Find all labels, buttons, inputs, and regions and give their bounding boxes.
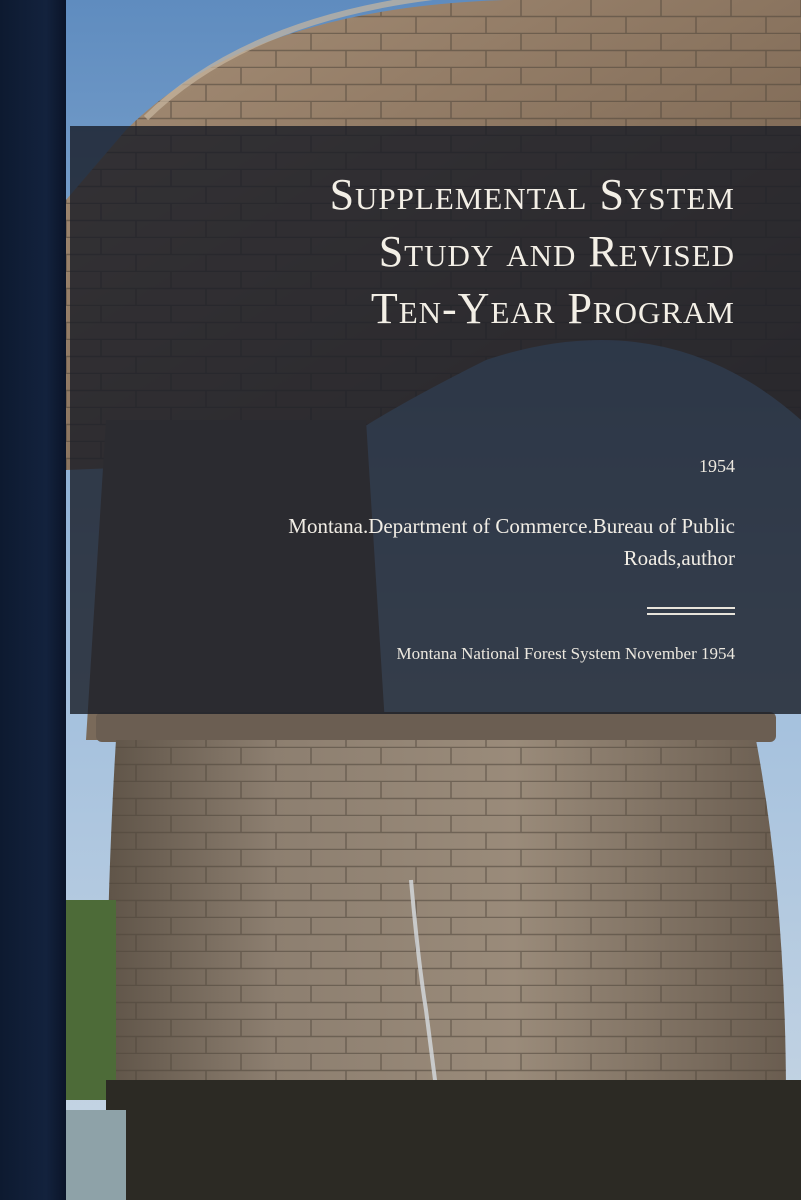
cover-spine-band bbox=[0, 0, 66, 1200]
title-line: Study and Revised bbox=[378, 227, 735, 276]
book-subtitle: Montana National Forest System November 1954 bbox=[396, 644, 735, 663]
divider-rule bbox=[647, 613, 735, 615]
divider-rule bbox=[647, 607, 735, 609]
author-name: Montana.Department of Commerce.Bureau of Public Roads,author bbox=[288, 514, 735, 570]
book-title bbox=[95, 166, 735, 337]
publication-year: 1954 bbox=[699, 456, 735, 476]
title-line: Supplemental System bbox=[329, 170, 735, 219]
title-line: Ten-Year Program bbox=[370, 284, 735, 333]
